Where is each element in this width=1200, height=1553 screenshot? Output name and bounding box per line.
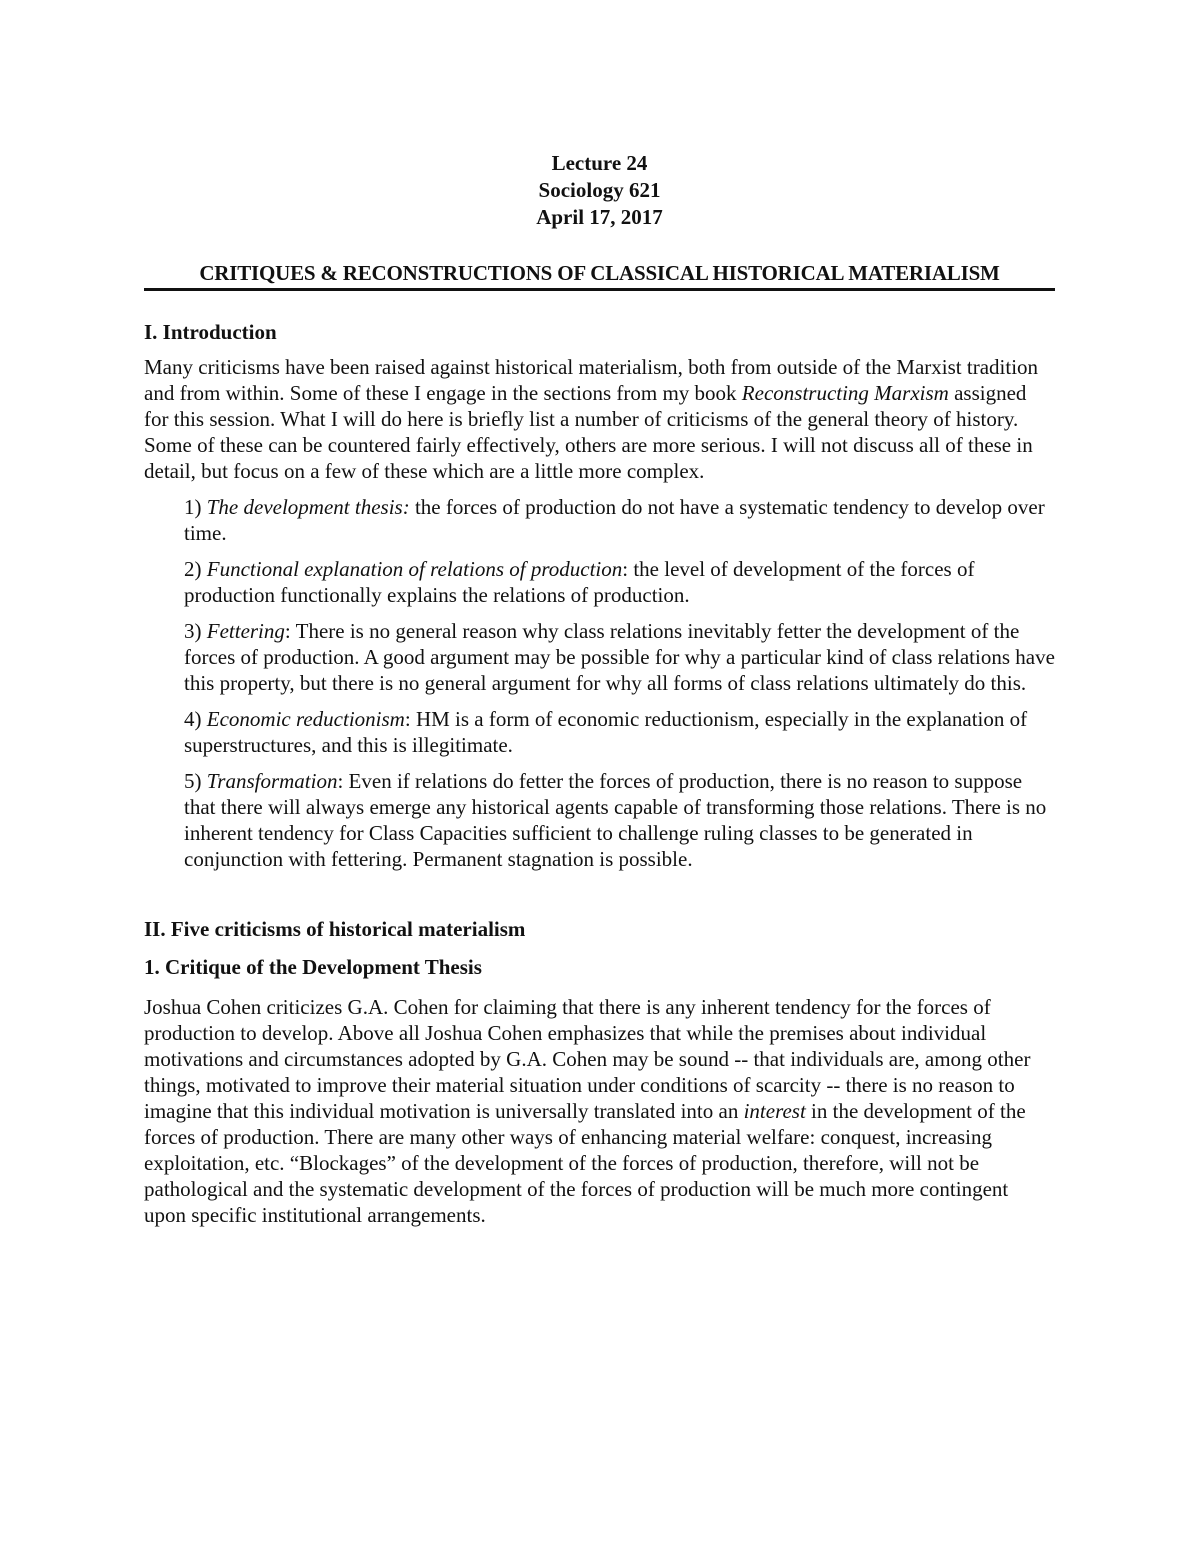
- critique-text-part2: in the development of the forces of production. There are many other ways of enhancing material welfare: conquest, increasing exploitation, etc. “Blockages” of the development of the forces of production, therefore, will not be pathological and the systematic development of the forces of production will be much more contingent upon specific institutional arrangements.: [144, 1099, 1026, 1227]
- item-term: Fettering: [206, 619, 285, 643]
- item-text: : HM is a form of economic reductionism, especially in the explanation of superstructures, and this is illegitimate.: [184, 707, 1028, 757]
- development-thesis-paragraph: [144, 994, 1055, 1228]
- critique-text-part1: Joshua Cohen criticizes G.A. Cohen for claiming that there is any inherent tendency for the forces of production to develop. Above all Joshua Cohen emphasizes that while the premises about individual motivations and circumstances adopted by G.A. Cohen may be sound -- that individuals are, among other things, motivated to improve their material situation under conditions of scarcity -- there is no reason to imagine that this individual motivation is universally translated into an: [144, 995, 1031, 1123]
- list-item: [184, 494, 1055, 546]
- emphasized-word: interest: [743, 1099, 806, 1123]
- item-number: 2): [184, 557, 202, 581]
- item-text: : There is no general reason why class relations inevitably fetter the development of the forces of production. A good argument may be possible for why a particular kind of class relations have this property, but there is no general argument for why all forms of class relations ultimately do this.: [184, 619, 1055, 695]
- item-text: : the level of development of the forces of production functionally explains the relations of production.: [184, 557, 975, 607]
- item-number: 4): [184, 707, 202, 731]
- intro-text-part1: Many criticisms have been raised against historical materialism, both from outside of the Marxist tradition and from within. Some of these I engage in the sections from my book: [144, 355, 1039, 405]
- criticisms-list: [144, 494, 1055, 872]
- item-term: Economic reductionism: [206, 707, 405, 731]
- list-item: [184, 706, 1055, 758]
- book-title: Reconstructing Marxism: [741, 381, 949, 405]
- document-title: CRITIQUES & RECONSTRUCTIONS OF CLASSICAL HISTORICAL MATERIALISM: [144, 260, 1055, 291]
- lecture-date: April 17, 2017: [536, 205, 663, 229]
- item-term: The development thesis:: [206, 495, 410, 519]
- item-number: 5): [184, 769, 202, 793]
- course-name: Sociology 621: [538, 178, 661, 202]
- item-number: 1): [184, 495, 202, 519]
- introduction-paragraph: [144, 354, 1055, 484]
- item-term: Functional explanation of relations of production: [206, 557, 623, 581]
- item-text: the forces of production do not have a systematic tendency to develop over time.: [184, 495, 1045, 545]
- list-item: [184, 618, 1055, 696]
- intro-text-part2: assigned for this session. What I will do here is briefly list a number of criticisms of the general theory of history. Some of these can be countered fairly effectively, others are more serious. I will not discuss all of these in detail, but focus on a few of these which are a little more complex.: [144, 381, 1033, 483]
- lecture-number: Lecture 24: [551, 151, 648, 175]
- lecture-header: [144, 150, 1055, 231]
- list-item: [184, 556, 1055, 608]
- subsection-heading-development-thesis: 1. Critique of the Development Thesis: [144, 955, 482, 979]
- item-number: 3): [184, 619, 202, 643]
- item-text: : Even if relations do fetter the forces of production, there is no reason to suppose that there will always emerge any historical agents capable of transforming those relations. There is no inherent tendency for Class Capacities sufficient to challenge ruling classes to be generated in conjunction with fettering. Permanent stagnation is possible.: [184, 769, 1047, 871]
- list-item: [184, 768, 1055, 872]
- section-heading-introduction: I. Introduction: [144, 320, 277, 344]
- item-term: Transformation: [206, 769, 338, 793]
- section-heading-criticisms: II. Five criticisms of historical materialism: [144, 917, 526, 941]
